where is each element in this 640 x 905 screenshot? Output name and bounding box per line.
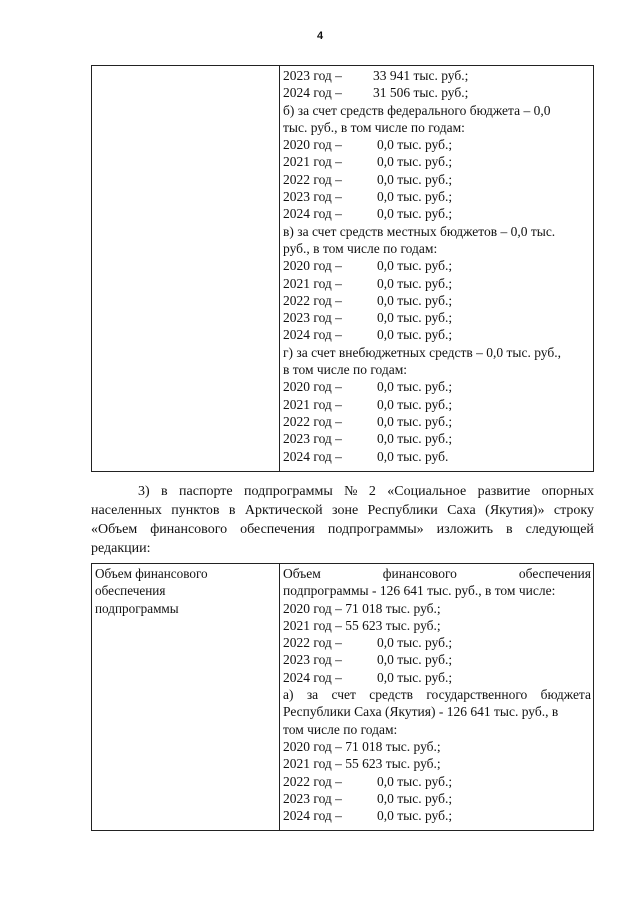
year-label: 2020 год – — [283, 258, 342, 274]
financing-line: руб., в том числе по годам: — [283, 240, 438, 256]
page-number: 4 — [316, 30, 324, 42]
paragraph-word: «Объем — [91, 522, 138, 537]
paragraph-word: обеспечения — [240, 522, 315, 537]
financing-line: г) за счет внебюджетных средств – 0,0 тыс. руб., — [283, 344, 561, 360]
paragraph-word: зоне — [332, 503, 359, 518]
year-label: 2022 год – — [283, 171, 342, 187]
financing-line — [283, 84, 591, 101]
financing-line: а) за счет средств государственного бюджета — [283, 687, 591, 703]
financing-line — [283, 136, 591, 153]
paragraph-word: опорных — [541, 484, 594, 499]
financing-line — [283, 669, 591, 686]
paragraph-word: Саха — [447, 503, 476, 518]
year-label: 2020 год – — [283, 137, 342, 153]
year-label: 2021 год – — [283, 154, 342, 170]
year-label: 2021 год – — [283, 275, 342, 291]
amount-value: 0,0 тыс. руб.; — [377, 206, 453, 222]
financing-line — [283, 205, 591, 222]
financing-line — [283, 257, 591, 274]
financing-lines — [283, 565, 591, 824]
financing-line — [283, 430, 591, 447]
financing-line: 2021 год – 55 623 тыс. руб.; — [283, 617, 441, 633]
amount-value: 0,0 тыс. руб.; — [377, 808, 453, 824]
table-cell-value — [280, 66, 594, 472]
year-label: 2023 год – — [283, 68, 342, 83]
amount-value: 31 506 тыс. руб.; — [373, 85, 469, 101]
year-label: 2023 год – — [283, 189, 342, 205]
year-label: 2024 год – — [283, 327, 342, 343]
amount-value: 0,0 тыс. руб.; — [377, 171, 453, 187]
paragraph-word: Арктической — [244, 503, 323, 518]
financing-line: б) за счет средств федерального бюджета – 0,0 — [283, 102, 551, 118]
paragraph-word: «Социальное — [387, 484, 467, 499]
paragraph-word: паспорте — [179, 484, 233, 499]
financing-line: Республики Саха (Якутия) - 126 641 тыс. руб., в — [283, 704, 559, 720]
paragraph-word: следующей — [525, 522, 594, 537]
year-label: 2023 год – — [283, 431, 342, 447]
paragraph-word: развитие — [477, 484, 531, 499]
paragraph-word: в — [161, 484, 168, 499]
paragraph-word: № — [344, 484, 358, 499]
paragraph-line — [91, 501, 594, 520]
year-label: 2024 год – — [283, 448, 342, 464]
financing-line — [283, 378, 591, 395]
year-label: 2024 год – — [283, 206, 342, 222]
amount-value: 0,0 тыс. руб.; — [377, 669, 453, 685]
amount-value: 0,0 тыс. руб.; — [377, 292, 453, 308]
amount-value: 33 941 тыс. руб.; — [373, 68, 469, 83]
paragraph-word: в — [505, 522, 513, 537]
financing-line: в) за счет средств местных бюджетов – 0,0 тыс. — [283, 223, 556, 239]
paragraph-word: подпрограммы» — [327, 522, 424, 537]
financing-line — [283, 153, 591, 170]
paragraph-word: в — [228, 503, 236, 518]
amount-value: 0,0 тыс. руб.; — [377, 189, 453, 205]
amount-value: 0,0 тыс. руб.; — [377, 635, 453, 651]
paragraph-word: финансового — [150, 522, 228, 537]
financing-line — [283, 292, 591, 309]
amount-value: 0,0 тыс. руб.; — [377, 431, 453, 447]
amount-value: 0,0 тыс. руб.; — [377, 652, 453, 668]
amount-value: 0,0 тыс. руб. — [377, 448, 449, 464]
paragraph-line — [91, 482, 594, 501]
year-label: 2022 год – — [283, 635, 342, 651]
amount-value: 0,0 тыс. руб.; — [377, 413, 453, 429]
financing-line: 2020 год – 71 018 тыс. руб.; — [283, 738, 441, 754]
financing-line — [283, 309, 591, 326]
label-line: Объем финансового — [95, 566, 208, 581]
financing-line — [283, 188, 591, 205]
paragraph-line — [91, 520, 594, 539]
financing-line — [283, 634, 591, 651]
amount-value: 0,0 тыс. руб.; — [377, 379, 453, 395]
financing-line — [283, 326, 591, 343]
amount-value: 0,0 тыс. руб.; — [377, 396, 453, 412]
financing-lines — [283, 67, 591, 465]
year-label: 2023 год – — [283, 652, 342, 668]
financing-line — [283, 171, 591, 188]
financing-line — [283, 67, 591, 84]
financing-line — [283, 790, 591, 807]
year-label: 2022 год – — [283, 773, 342, 789]
year-label: 2021 год – — [283, 396, 342, 412]
amount-value: 0,0 тыс. руб.; — [377, 327, 453, 343]
paragraph-line: редакции: — [91, 541, 151, 556]
financing-line — [283, 413, 591, 430]
amount-value: 0,0 тыс. руб.; — [377, 790, 453, 806]
financing-line: подпрограммы - 126 641 тыс. руб., в том числе: — [283, 583, 556, 599]
label-line: обеспечения — [95, 583, 166, 599]
table-row — [92, 66, 594, 472]
financing-line — [283, 651, 591, 668]
financing-line: Объем финансового обеспечения — [283, 566, 591, 581]
paragraph-word: Республики — [367, 503, 438, 518]
year-label: 2022 год – — [283, 413, 342, 429]
financing-line: том числе по годам: — [283, 721, 398, 737]
paragraph-word: строку — [553, 503, 594, 518]
year-label: 2022 год – — [283, 292, 342, 308]
financing-line — [283, 773, 591, 790]
amount-value: 0,0 тыс. руб.; — [377, 258, 453, 274]
table-cell-label — [92, 564, 280, 831]
year-label: 2024 год – — [283, 85, 342, 101]
financing-line: в том числе по годам: — [283, 362, 408, 378]
paragraph-word: населенных — [91, 503, 162, 518]
amount-value: 0,0 тыс. руб.; — [377, 773, 453, 789]
amount-value: 0,0 тыс. руб.; — [377, 310, 453, 326]
financing-line — [283, 448, 591, 465]
financing-line — [283, 807, 591, 824]
financing-table-continued — [91, 65, 594, 472]
year-label: 2023 год – — [283, 790, 342, 806]
financing-line — [283, 396, 591, 413]
financing-line: 2020 год – 71 018 тыс. руб.; — [283, 600, 441, 616]
paragraph-word: (Якутия)» — [485, 503, 545, 518]
paragraph-word: изложить — [436, 522, 493, 537]
year-label: 2020 год – — [283, 379, 342, 395]
paragraph-word: 2 — [368, 484, 376, 499]
paragraph-word: 3) — [138, 484, 150, 499]
financing-table — [91, 563, 594, 831]
amendment-paragraph — [91, 482, 594, 558]
label-line: подпрограммы — [95, 600, 179, 616]
year-label: 2023 год – — [283, 310, 342, 326]
table-cell-label — [92, 66, 280, 472]
financing-line: тыс. руб., в том числе по годам: — [283, 119, 465, 135]
table-cell-value — [280, 564, 594, 831]
financing-line — [283, 275, 591, 292]
paragraph-word: подпрограммы — [243, 484, 333, 499]
year-label: 2024 год – — [283, 808, 342, 824]
amount-value: 0,0 тыс. руб.; — [377, 137, 453, 153]
paragraph-word: пунктов — [171, 503, 220, 518]
amount-value: 0,0 тыс. руб.; — [377, 154, 453, 170]
financing-line: 2021 год – 55 623 тыс. руб.; — [283, 756, 441, 772]
year-label: 2024 год – — [283, 669, 342, 685]
amount-value: 0,0 тыс. руб.; — [377, 275, 453, 291]
table-row — [92, 564, 594, 831]
